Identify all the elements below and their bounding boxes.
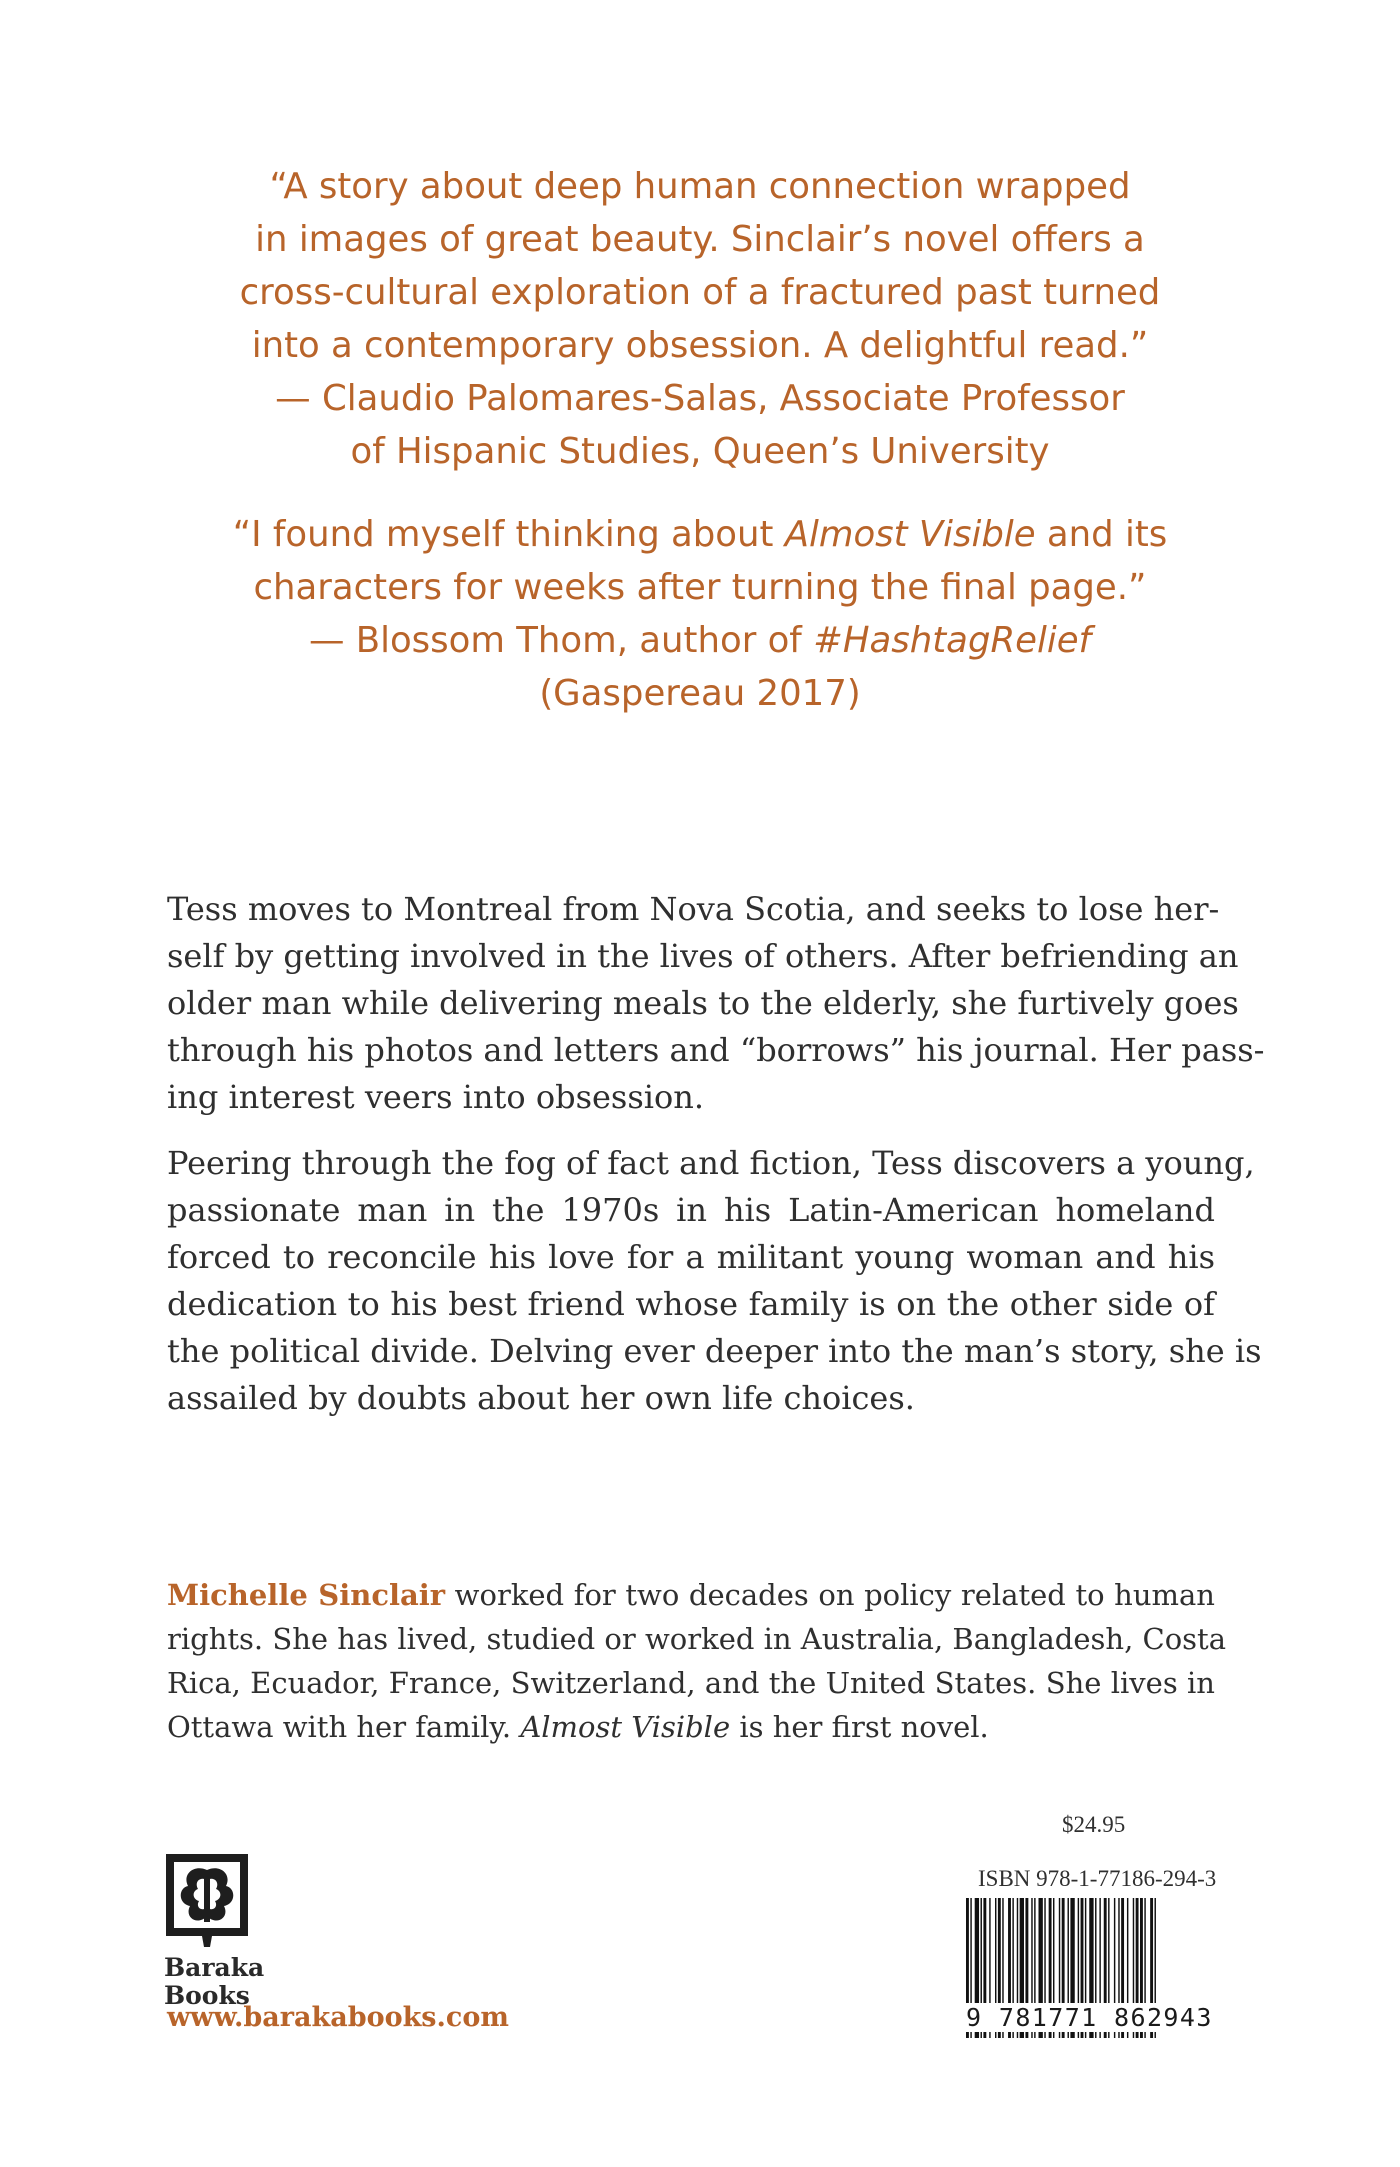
quote-text: “I found myself thinking about: [232, 514, 785, 555]
book-title: Almost Visible: [520, 1710, 731, 1744]
bio-text: Ottawa with her family.: [167, 1710, 521, 1744]
blurb-line: assailed by doubts about her own life choices.: [167, 1379, 915, 1417]
author-bio: [167, 1573, 1226, 1749]
quote-attribution: (Gaspereau 2017): [539, 673, 861, 714]
publisher-website-link[interactable]: www.barakabooks.com: [167, 2002, 509, 2033]
quote-line: in images of great beauty. Sinclair’s novel offers a: [255, 219, 1145, 260]
bio-line: [167, 1573, 1215, 1617]
blurb-line: self by getting involved in the lives of others. After befriending an: [167, 937, 1239, 975]
quote-line: into a contemporary obsession. A delightful read.”: [251, 325, 1149, 366]
blurb-line: passionate man in the 1970s in his Latin-American homeland: [167, 1191, 1215, 1229]
blurb-line: ing interest veers into obsession.: [167, 1078, 705, 1116]
publisher-logo-icon: [164, 1852, 250, 1948]
book-title: #HashtagRelief: [813, 620, 1092, 661]
quote-line: characters for weeks after turning the final page.”: [253, 567, 1147, 608]
blurb-line: forced to reconcile his love for a militant young woman and his: [167, 1238, 1215, 1276]
bio-line: Rica, Ecuador, France, Switzerland, and the United States. She lives in: [167, 1666, 1215, 1700]
review-quotes: [170, 160, 1230, 720]
blurb-line: older man while delivering meals to the elderly, she furtively goes: [167, 984, 1239, 1022]
bio-line: rights. She has lived, studied or worked in Australia, Bangladesh, Costa: [167, 1622, 1226, 1656]
bio-paragraph: [167, 1573, 1226, 1749]
blurb-line: through his photos and letters and “borrows” his journal. Her pass-: [167, 1031, 1265, 1069]
blurb-line: the political divide. Delving ever deeper into the man’s story, she is: [167, 1332, 1262, 1370]
quote-attribution: [170, 614, 1230, 667]
isbn-label: ISBN 978-1-77186-294-3: [978, 1866, 1217, 1891]
barcode-digits: 9 781771 862943: [966, 2003, 1220, 2032]
publisher-name-line: Baraka: [164, 1953, 265, 1982]
book-title: Almost Visible: [784, 514, 1036, 555]
blurb-line: Tess moves to Montreal from Nova Scotia, and seeks to lose her-: [167, 890, 1220, 928]
blurb-paragraph: [167, 1140, 1262, 1422]
publisher-name-line: Books: [164, 1981, 250, 2010]
blurb-line: dedication to his best friend whose family is on the other side of: [167, 1285, 1215, 1323]
review-quote: [170, 508, 1230, 720]
bio-line: [167, 1705, 1215, 1749]
blurb-paragraph: [167, 886, 1265, 1121]
quote-attribution: of Hispanic Studies, Queen’s University: [350, 431, 1050, 472]
quote-text: and its: [1035, 514, 1168, 555]
book-blurb: [167, 886, 1265, 1422]
bio-text: worked for two decades on policy related to human: [445, 1578, 1215, 1612]
review-quote: [170, 160, 1230, 478]
author-name: Michelle Sinclair: [167, 1578, 446, 1612]
bio-text: is her first novel.: [730, 1710, 989, 1744]
publisher-logo: [164, 1852, 264, 2010]
quote-line: cross-cultural exploration of a fractured past turned: [239, 272, 1161, 313]
quote-attribution: — Claudio Palomares-Salas, Associate Professor: [275, 378, 1125, 419]
quote-line: “A story about deep human connection wrapped: [269, 166, 1131, 207]
blurb-line: Peering through the fog of fact and fiction, Tess discovers a young,: [167, 1144, 1255, 1182]
price-label: $24.95: [1062, 1812, 1126, 1837]
quote-line: [170, 508, 1230, 561]
quote-text: — Blossom Thom, author of: [308, 620, 814, 661]
